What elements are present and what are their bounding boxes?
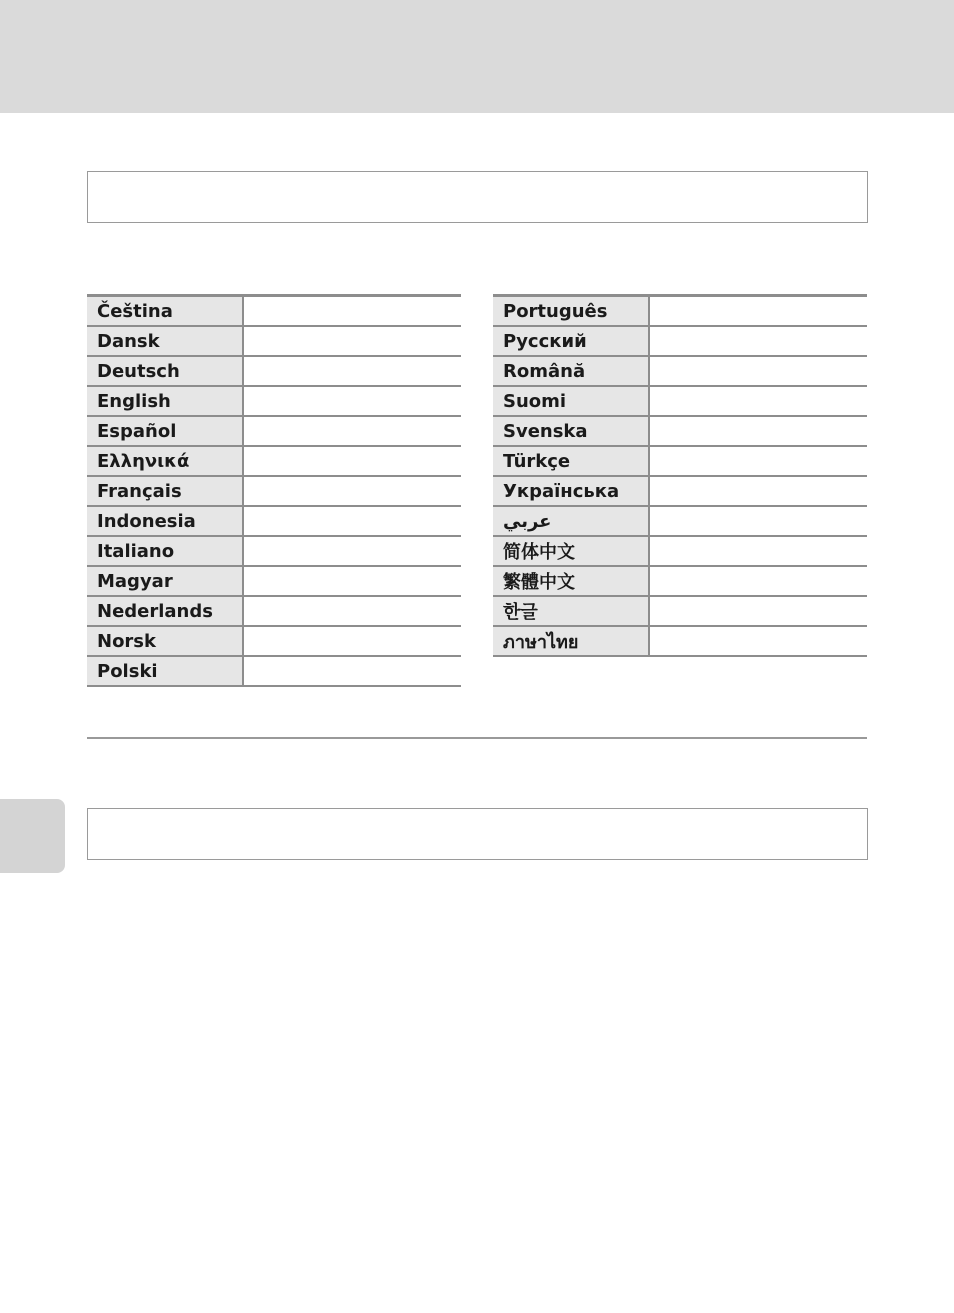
language-blank-cell xyxy=(244,627,461,655)
language-blank-cell xyxy=(244,507,461,535)
language-blank-cell xyxy=(650,297,867,325)
language-blank-cell xyxy=(650,537,867,565)
language-blank-cell xyxy=(650,387,867,415)
language-name: Русский xyxy=(493,327,650,355)
language-name: Svenska xyxy=(493,417,650,445)
language-name: 한글 xyxy=(493,597,650,625)
language-name: Indonesia xyxy=(87,507,244,535)
language-table-right xyxy=(493,294,867,657)
language-name: Dansk xyxy=(87,327,244,355)
language-row xyxy=(493,297,867,327)
language-blank-cell xyxy=(244,387,461,415)
language-row xyxy=(493,447,867,477)
language-row xyxy=(87,297,461,327)
language-row xyxy=(87,477,461,507)
language-name: Norsk xyxy=(87,627,244,655)
language-name: Português xyxy=(493,297,650,325)
language-row xyxy=(493,387,867,417)
header-band xyxy=(0,0,954,113)
language-blank-cell xyxy=(650,627,867,655)
language-row xyxy=(87,417,461,447)
language-row xyxy=(87,627,461,657)
language-blank-cell xyxy=(244,447,461,475)
language-name: Українська xyxy=(493,477,650,505)
language-row xyxy=(87,327,461,357)
language-blank-cell xyxy=(650,597,867,625)
language-blank-cell xyxy=(650,507,867,535)
language-row xyxy=(493,627,867,657)
language-blank-cell xyxy=(650,417,867,445)
language-row xyxy=(493,507,867,537)
language-row xyxy=(493,417,867,447)
language-blank-cell xyxy=(244,657,461,685)
language-row xyxy=(87,357,461,387)
language-name: ภาษาไทย xyxy=(493,627,650,655)
language-row xyxy=(87,387,461,417)
language-row xyxy=(87,537,461,567)
language-table-left xyxy=(87,294,461,687)
language-name: عربي xyxy=(493,507,650,535)
section-divider xyxy=(87,737,867,739)
language-row xyxy=(493,537,867,567)
language-row xyxy=(87,567,461,597)
language-name: Italiano xyxy=(87,537,244,565)
language-name: Română xyxy=(493,357,650,385)
language-name: 繁體中文 xyxy=(493,567,650,595)
bottom-frame-box xyxy=(87,808,868,860)
language-row xyxy=(493,357,867,387)
language-row xyxy=(87,657,461,687)
language-name: English xyxy=(87,387,244,415)
language-row xyxy=(87,507,461,537)
language-name: Magyar xyxy=(87,567,244,595)
language-blank-cell xyxy=(244,477,461,505)
language-name: Español xyxy=(87,417,244,445)
language-blank-cell xyxy=(244,327,461,355)
language-row xyxy=(493,567,867,597)
language-name: Suomi xyxy=(493,387,650,415)
language-row xyxy=(87,447,461,477)
language-name: 简体中文 xyxy=(493,537,650,565)
language-name: Deutsch xyxy=(87,357,244,385)
language-blank-cell xyxy=(244,417,461,445)
language-blank-cell xyxy=(650,357,867,385)
language-name: Ελληνικά xyxy=(87,447,244,475)
language-blank-cell xyxy=(244,537,461,565)
section-tab xyxy=(0,799,65,873)
language-blank-cell xyxy=(244,357,461,385)
language-blank-cell xyxy=(650,447,867,475)
language-row xyxy=(493,477,867,507)
language-name: Nederlands xyxy=(87,597,244,625)
language-row xyxy=(493,597,867,627)
language-name: Čeština xyxy=(87,297,244,325)
language-blank-cell xyxy=(244,597,461,625)
language-row xyxy=(493,327,867,357)
language-blank-cell xyxy=(244,567,461,595)
language-name: Türkçe xyxy=(493,447,650,475)
language-row xyxy=(87,597,461,627)
language-blank-cell xyxy=(650,477,867,505)
top-frame-box xyxy=(87,171,868,223)
language-blank-cell xyxy=(650,327,867,355)
language-name: Français xyxy=(87,477,244,505)
language-name: Polski xyxy=(87,657,244,685)
language-blank-cell xyxy=(244,297,461,325)
language-blank-cell xyxy=(650,567,867,595)
